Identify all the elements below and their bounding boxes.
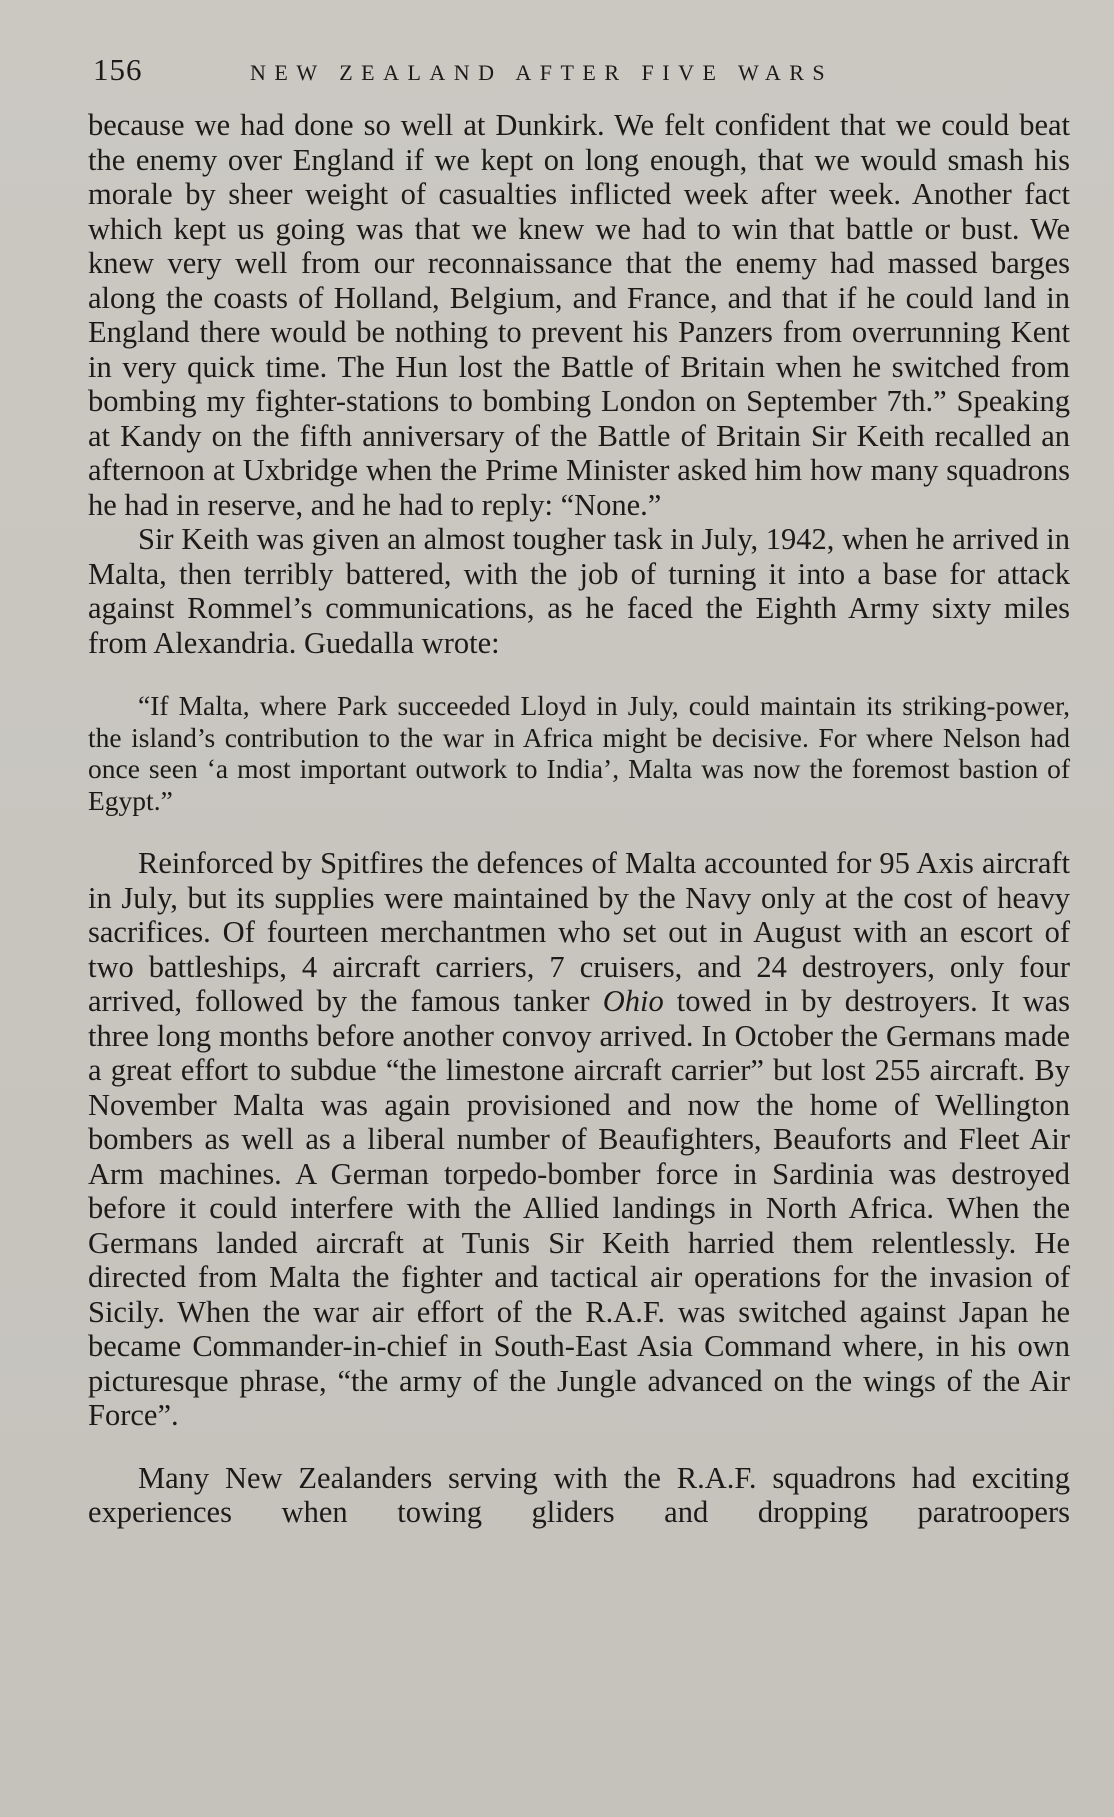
paragraph-4: Many New Zealanders serving with the R.A.F. squadrons had exciting experiences when towing gliders and dropping paratroopers	[88, 1460, 1070, 1529]
paragraph-2: Sir Keith was given an almost tougher task in July, 1942, when he arrived in Malta, then terribly battered, with the job of turning it into a base for attack against Rommel’s communications, as he faced the Eighth Army sixty miles from Alexandria. Guedalla wrote:	[88, 522, 1070, 660]
paragraph-3-part-2: towed in by destroyers. It was three long months before another convoy arrived. In October the Germans made a great effort to subdue “the limestone aircraft carrier” but lost 255 aircraft. By November Malta was again provisioned and now the home of Wellington bombers as well as a liberal number of Beaufighters, Beauforts and Fleet Air Arm machines. A German torpedo-bomber force in Sardinia was destroyed before it could interfere with the Allied landings in North Africa. When the Germans landed aircraft at Tunis Sir Keith harried them relentlessly. He directed from Malta the fighter and tactical air operations for the invasion of Sicily. When the war air effort of the R.A.F. was switched against Japan he became Commander-in-chief in South-East Asia Command where, in his own picturesque phrase, “the army of the Jungle advanced on the wings of the Air Force”.	[88, 984, 1071, 1432]
paragraph-1: because we had done so well at Dunkirk. We felt confident that we could beat the enemy over England if we kept on long enough, that we would smash his morale by sheer weight of casualties inflicted week after week. Another fact which kept us going was that we knew we had to win that battle or bust. We knew very well from our reconnaissance that the enemy had massed barges along the coasts of Holland, Belgium, and France, and that if he could land in England there would be nothing to prevent his Panzers from overrunning Kent in very quick time. The Hun lost the Battle of Britain when he switched from bombing my fighter-stations to bombing London on September 7th.” Speaking at Kandy on the fifth anniversary of the Battle of Britain Sir Keith recalled an afternoon at Uxbridge when the Prime Minister asked him how many squadrons he had in reserve, and he had to reply: “None.”	[88, 108, 1070, 522]
paragraph-gap	[88, 1433, 1070, 1461]
paragraph-3	[88, 846, 1070, 1433]
ship-name: Ohio	[602, 984, 664, 1018]
body-text	[88, 108, 1070, 1530]
block-quote	[88, 690, 1070, 816]
page-number: 156	[93, 52, 143, 87]
page-header	[90, 52, 1070, 92]
running-title: NEW ZEALAND AFTER FIVE WARS	[250, 60, 834, 85]
quote-text: “If Malta, where Park succeeded Lloyd in July, could maintain its striking-power, the island’s contribution to the war in Africa might be decisive. For where Nelson had once seen ‘a most important outwork to India’, Malta was now the foremost bastion of Egypt.”	[88, 690, 1070, 816]
paragraph-3-part-1: Reinforced by Spitfires the defences of Malta accounted for 95 Axis aircraft in July, but its supplies were maintained by the Navy only at the cost of heavy sacrifices. Of fourteen merchantmen who set out in August with an escort of two battleships, 4 aircraft carriers, 7 cruisers, and 24 destroyers, only four arrived, followed by the famous tanker	[88, 846, 1070, 1018]
